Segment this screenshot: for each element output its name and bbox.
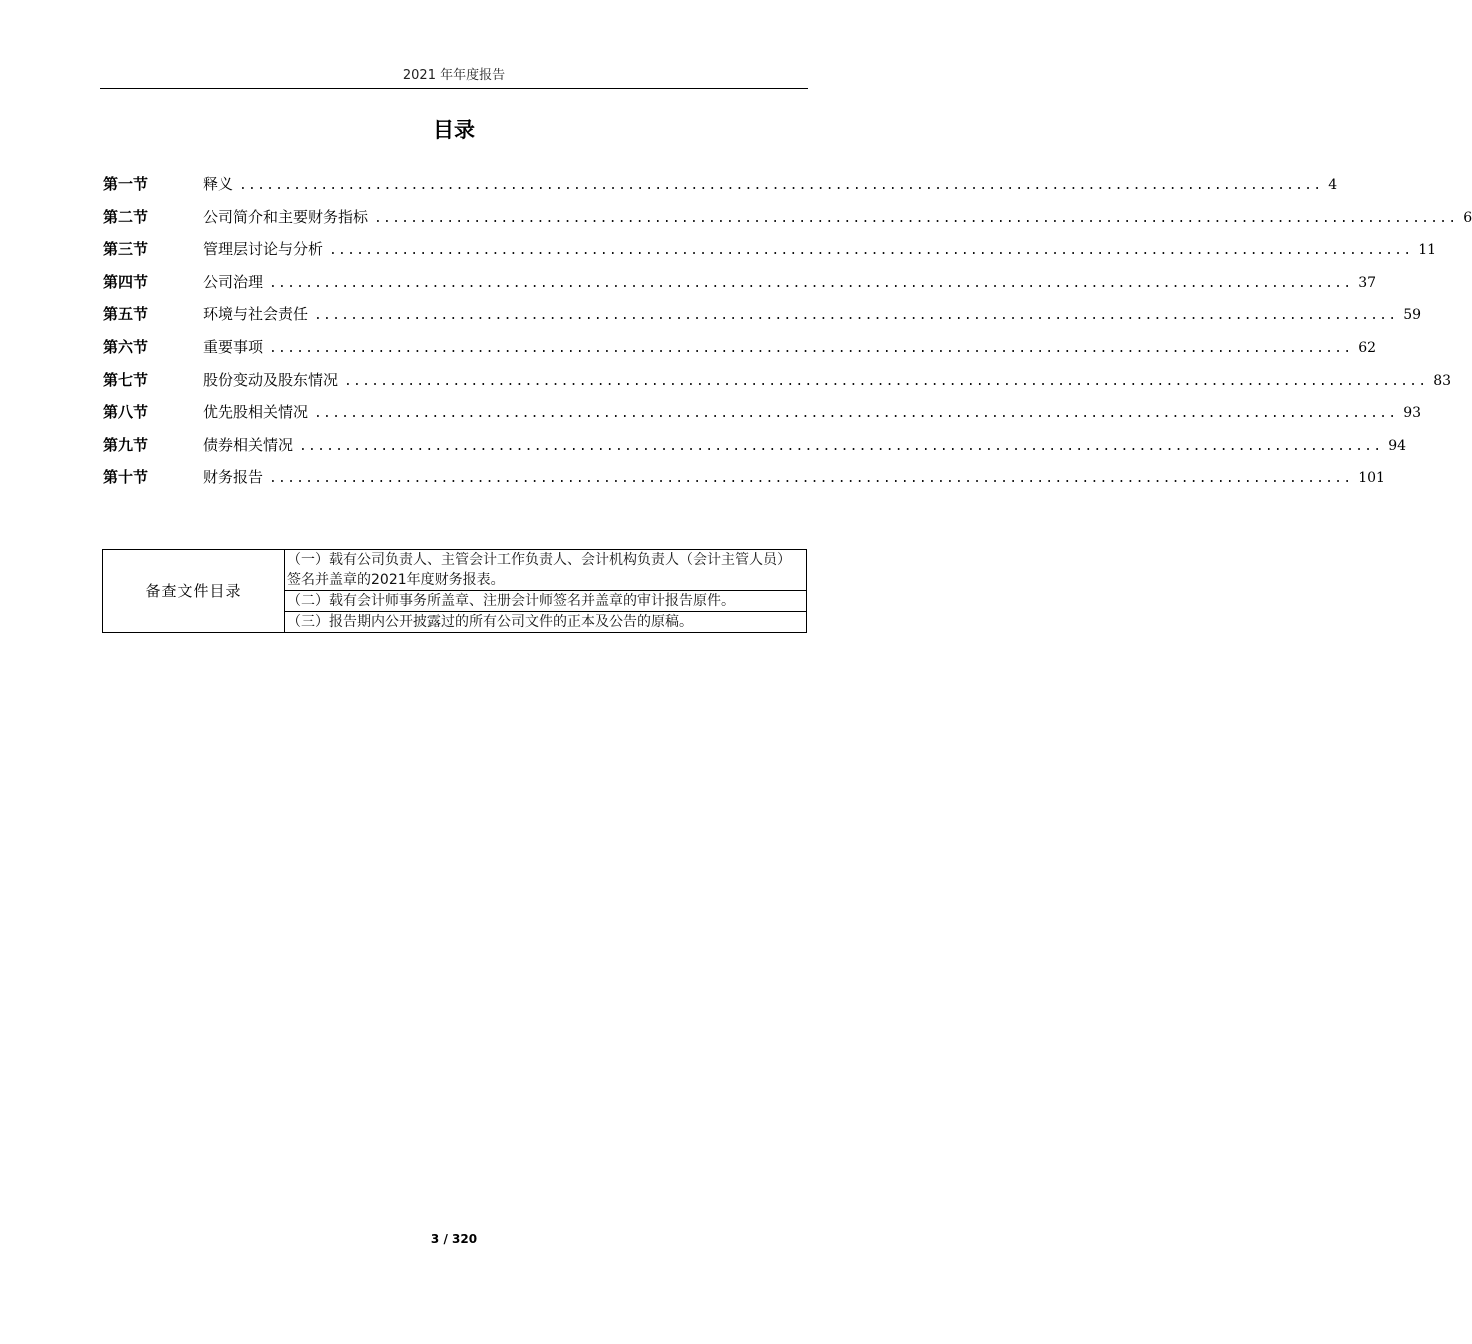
reference-file-item: （一）载有公司负责人、主管会计工作负责人、会计机构负责人（会计主管人员）签名并盖章的2021年度财务报表。 — [285, 550, 807, 591]
toc-leader-dots: ........................................................................................................................ — [269, 275, 1353, 291]
toc-entry[interactable] — [103, 463, 1385, 496]
toc-entry[interactable] — [103, 170, 1338, 203]
toc-section-name: 重要事项 — [203, 337, 264, 356]
toc-entry[interactable] — [103, 333, 1377, 366]
toc-page-number: 37 — [1358, 274, 1377, 291]
toc-section-name: 财务报告 — [203, 468, 264, 487]
toc-leader-dots: ........................................................................................................................ — [314, 406, 1398, 422]
toc-page-number: 11 — [1418, 242, 1437, 259]
toc-section-number: 第七节 — [103, 370, 149, 389]
toc-leader-dots: ........................................................................................................................ — [269, 471, 1353, 487]
toc-entry[interactable] — [103, 431, 1407, 464]
toc-section-number: 第九节 — [103, 435, 149, 454]
toc-leader-dots: ........................................................................................................................ — [329, 243, 1413, 259]
toc-leader-dots: ........................................................................................................................ — [269, 340, 1353, 356]
toc-leader-dots: ........................................................................................................................ — [344, 373, 1428, 389]
toc-entry[interactable] — [103, 398, 1422, 431]
toc-section-name: 释义 — [203, 175, 234, 193]
toc-title: 目录 — [433, 118, 475, 142]
toc-page-number: 94 — [1388, 437, 1407, 454]
toc-section-name: 股份变动及股东情况 — [203, 370, 339, 389]
header-rule — [100, 88, 808, 89]
toc-section-number: 第十节 — [103, 468, 149, 487]
toc-section-name: 优先股相关情况 — [203, 403, 309, 422]
toc-page-number: 6 — [1463, 209, 1472, 226]
toc-section-name: 环境与社会责任 — [203, 305, 309, 324]
toc-section-name: 债券相关情况 — [203, 435, 294, 454]
toc-section-number: 第三节 — [103, 240, 149, 259]
table-of-contents — [103, 170, 1472, 496]
toc-page-number: 101 — [1358, 470, 1385, 487]
reference-files-table — [102, 549, 807, 633]
toc-leader-dots: ........................................................................................................................ — [299, 438, 1383, 454]
toc-section-number: 第八节 — [103, 403, 149, 422]
toc-page-number: 59 — [1403, 307, 1422, 324]
toc-leader-dots: ........................................................................................................................ — [239, 178, 1323, 193]
toc-section-name: 公司简介和主要财务指标 — [203, 207, 369, 226]
page-number-footer: 3 / 320 — [430, 1232, 478, 1246]
toc-page-number: 62 — [1358, 339, 1377, 356]
table-row — [103, 550, 807, 591]
toc-section-number: 第五节 — [103, 305, 149, 324]
toc-entry[interactable] — [103, 366, 1452, 399]
toc-entry[interactable] — [103, 203, 1472, 236]
toc-entry[interactable] — [103, 268, 1377, 301]
toc-leader-dots: ........................................................................................................................ — [314, 308, 1398, 324]
page-header: 2021 年年度报告 — [402, 68, 506, 83]
toc-section-number: 第一节 — [103, 175, 149, 193]
toc-section-number: 第四节 — [103, 272, 149, 291]
toc-section-number: 第二节 — [103, 207, 149, 226]
toc-entry[interactable] — [103, 300, 1422, 333]
toc-page-number: 93 — [1403, 405, 1422, 422]
reference-file-item: （三）报告期内公开披露过的所有公司文件的正本及公告的原稿。 — [285, 612, 807, 633]
toc-section-name: 管理层讨论与分析 — [203, 240, 324, 259]
toc-entry[interactable] — [103, 235, 1437, 268]
reference-files-label: 备查文件目录 — [103, 550, 285, 633]
toc-page-number: 4 — [1328, 177, 1338, 193]
toc-page-number: 83 — [1433, 372, 1452, 389]
toc-leader-dots: ........................................................................................................................ — [374, 210, 1458, 226]
reference-file-item: （二）载有会计师事务所盖章、注册会计师签名并盖章的审计报告原件。 — [285, 591, 807, 612]
toc-section-number: 第六节 — [103, 337, 149, 356]
toc-section-name: 公司治理 — [203, 272, 264, 291]
